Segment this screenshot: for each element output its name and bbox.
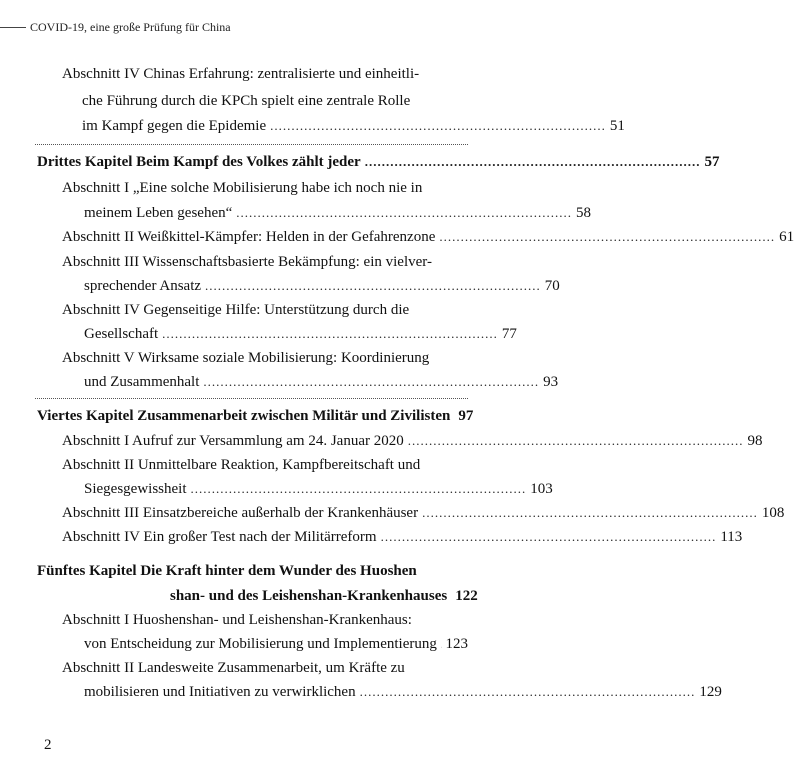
page-ref: 61 xyxy=(779,229,794,245)
toc-line: Abschnitt IV Chinas Erfahrung: zentralisierte und einheitli- xyxy=(62,66,420,82)
toc-entry-link[interactable]: Abschnitt I Aufruf zur Versammlung am 24. Januar 2020 ............................................................................... 98 xyxy=(62,433,763,449)
toc-entry-link[interactable]: Abschnitt III Einsatzbereiche außerhalb der Krankenhäuser ............................................................................... 108 xyxy=(62,505,785,521)
toc-line: Abschnitt III Wissenschaftsbasierte Bekämpfung: ein vielver- xyxy=(62,254,432,270)
chapter-divider xyxy=(35,144,468,145)
toc-line: Abschnitt V Wirksame soziale Mobilisierung: Koordinierung xyxy=(62,350,430,366)
page-ref: 123 xyxy=(445,636,468,652)
page-ref: 70 xyxy=(544,278,560,294)
toc-line: Abschnitt IV Gegenseitige Hilfe: Unterstützung durch die xyxy=(62,302,410,318)
toc-entry-link[interactable]: Abschnitt IV Ein großer Test nach der Militärreform ............................................................................... 113 xyxy=(62,529,743,545)
toc-entry-link[interactable]: mobilisieren und Initiativen zu verwirklichen ............................................................................... 129 xyxy=(84,684,722,700)
page-ref: 77 xyxy=(501,326,517,342)
chapter-heading-3[interactable]: Drittes Kapitel Beim Kampf des Volkes zählt jeder ............................................................................... 57 xyxy=(37,154,720,170)
leader-dots: ............................................................................... xyxy=(190,481,527,496)
page-ref: 122 xyxy=(455,588,478,604)
page-ref: 108 xyxy=(761,505,785,521)
leader-dots: ............................................................................... xyxy=(422,505,758,520)
toc-entry-link[interactable]: Siegesgewissheit ............................................................................... 103 xyxy=(84,481,553,497)
leader-dots: ............................................................................... xyxy=(407,433,744,448)
toc-entry-link[interactable]: sprechender Ansatz ............................................................................... 70 xyxy=(84,278,560,294)
leader-dots: ............................................................................... xyxy=(203,374,540,389)
toc-line: Abschnitt II Unmittelbare Reaktion, Kampfbereitschaft und xyxy=(62,457,421,473)
page-ref: 93 xyxy=(543,374,559,390)
chapter-spacer xyxy=(35,554,468,555)
leader-dots: ............................................................................... xyxy=(162,326,498,341)
toc-entry-link[interactable]: von Entscheidung zur Mobilisierung und Implementierung 123 xyxy=(84,636,468,652)
leader-dots: ............................................................................... xyxy=(236,205,573,220)
toc-entry-link[interactable]: meinem Leben gesehen“ ............................................................................... 58 xyxy=(84,205,592,221)
page-ref: 97 xyxy=(458,408,474,424)
page-ref: 57 xyxy=(704,154,720,170)
page-ref: 103 xyxy=(530,481,553,497)
leader-dots xyxy=(441,634,442,654)
toc-entry-link[interactable]: im Kampf gegen die Epidemie ............................................................................... 51 xyxy=(82,118,625,134)
toc-line: che Führung durch die KPCh spielt eine zentrale Rolle xyxy=(82,93,411,109)
toc-entry-link[interactable]: Gesellschaft ............................................................................... 77 xyxy=(84,326,517,342)
toc-line: Abschnitt I „Eine solche Mobilisierung habe ich noch nie in xyxy=(62,180,423,196)
leader-dots: ............................................................................... xyxy=(439,229,776,244)
toc-entry-link[interactable]: und Zusammenhalt ............................................................................... 93 xyxy=(84,374,559,390)
leader-dots: ............................................................................... xyxy=(270,118,606,133)
page-ref: 113 xyxy=(720,529,743,545)
chapter-heading-5-link[interactable]: shan- und des Leishenshan-Krankenhauses 122 xyxy=(170,588,478,604)
toc-entry-link[interactable]: Abschnitt II Weißkittel-Kämpfer: Helden in der Gefahrenzone ............................................................................... 61 xyxy=(62,229,794,245)
page-ref: 58 xyxy=(576,205,592,221)
page-ref: 129 xyxy=(699,684,722,700)
running-header xyxy=(0,20,231,35)
running-title: COVID-19, eine große Prüfung für China xyxy=(30,20,231,34)
leader-dots: ............................................................................... xyxy=(359,684,696,699)
page-ref: 98 xyxy=(747,433,763,449)
toc-line: Abschnitt I Huoshenshan- und Leishenshan-Krankenhaus: xyxy=(62,612,412,628)
chapter-divider xyxy=(35,398,468,399)
page-ref: 51 xyxy=(609,118,625,134)
leader-dots: ............................................................................... xyxy=(205,278,541,293)
chapter-heading-4[interactable]: Viertes Kapitel Zusammenarbeit zwischen Militär und Zivilisten 97 xyxy=(37,408,474,424)
leader-dots: ............................................................................... xyxy=(364,154,701,169)
toc-line: Abschnitt II Landesweite Zusammenarbeit, um Kräfte zu xyxy=(62,660,405,676)
header-rule xyxy=(0,27,26,28)
chapter-heading-5: Fünftes Kapitel Die Kraft hinter dem Wunder des Huoshen xyxy=(37,563,417,579)
leader-dots: ............................................................................... xyxy=(380,529,717,544)
page-number: 2 xyxy=(44,737,52,753)
